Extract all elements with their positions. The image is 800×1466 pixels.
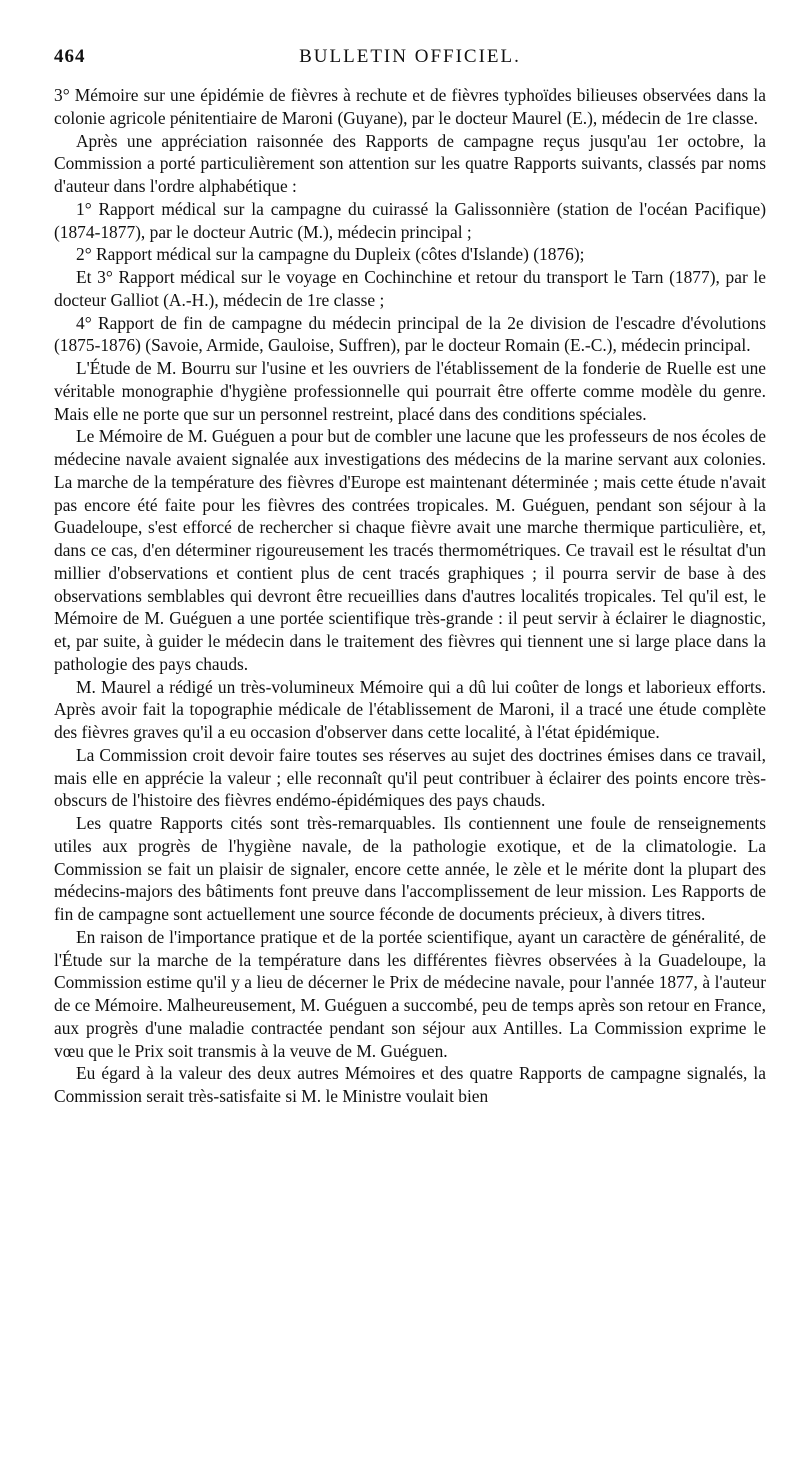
paragraph-rapport-4: 4° Rapport de fin de campagne du médecin principal de la 2e division de l'escadre d'évolutions (1875-1876) (Savoie, Armide, Gauloise, Suffren), par le docteur Romain (E.-C.), médecin principal. — [54, 312, 766, 356]
body-text — [54, 84, 766, 1108]
paragraph-eu-egard: Eu égard à la valeur des deux autres Mémoires et des quatre Rapports de campagne signalés, la Commission serait très-satisfaite si M. le Ministre voulait bien — [54, 1063, 766, 1106]
page-number: 464 — [54, 46, 86, 67]
paragraph-etude-bourru: L'Étude de M. Bourru sur l'usine et les ouvriers de l'établissement de la fonderie de Ruelle est une véritable monographie d'hygiène professionnelle qui pourrait être offerte comme modèle du genre. Mais elle ne porte que sur un personnel restreint, placé dans des conditions spéciales. — [54, 358, 766, 424]
paragraph-appreciation: Après une appréciation raisonnée des Rapports de campagne reçus jusqu'au 1er octobre, la Commission a porté particulièrement son attention sur les quatre Rapports suivants, classés par noms d'auteur dans l'ordre alphabétique : — [54, 130, 766, 196]
paragraph-rapport-2: 2° Rapport médical sur la campagne du Dupleix (côtes d'Islande) (1876); — [76, 244, 585, 265]
paragraph-rapport-1: 1° Rapport médical sur la campagne du cuirassé la Galissonnière (station de l'océan Pacifique) (1874-1877), par le docteur Autric (M.), médecin principal ; — [54, 198, 766, 242]
paragraph-item-3-memoire: 3° Mémoire sur une épidémie de fièvres à rechute et de fièvres typhoïdes bilieuses observées dans la colonie agricole pénitentiaire de Maroni (Guyane), par le docteur Maurel (E.), médecin de 1re classe. — [54, 85, 766, 128]
page-header — [54, 46, 766, 76]
paragraph-quatre-rapports: Les quatre Rapports cités sont très-remarquables. Ils contiennent une foule de renseignements utiles aux progrès de l'hygiène navale, de la pathologie exotique, et de la climatologie. La Commission se fait un plaisir de signaler, encore cette année, le zèle et le mérite dont la plupart des médecins-majors des bâtiments font preuve dans l'accomplissement de leur mission. Les Rapports de fin de campagne sont actuellement une source féconde de documents précieux, à divers titres. — [54, 813, 766, 924]
paragraph-prix: En raison de l'importance pratique et de la portée scientifique, ayant un caractère de généralité, de l'Étude sur la marche de la température dans les différentes fièvres observées à la Guadeloupe, la Commission estime qu'il y a lieu de décerner le Prix de médecine navale, pour l'année 1877, à l'auteur de ce Mémoire. Malheureusement, M. Guéguen a succombé, peu de temps après son retour en France, aux progrès d'une maladie contractée pendant son séjour aux Antilles. La Commission exprime le vœu que le Prix soit transmis à la veuve de M. Guéguen. — [54, 926, 766, 1061]
paragraph-memoire-gueguen: Le Mémoire de M. Guéguen a pour but de combler une lacune que les professeurs de nos écoles de médecine navale avaient signalée aux investigations des médecins de la marine servant aux colonies. La marche de la température des fièvres d'Europe est maintenant déterminée ; mais cette étude n'avait pas encore été faite pour les fièvres des contrées tropicales. M. Guéguen, pendant son séjour à la Guadeloupe, s'est efforcé de rechercher si chaque fièvre avait une marche thermique particulière, et, dans ce cas, d'en déterminer rigoureusement les tracés thermométriques. Ce travail est le résultat d'un millier d'observations et contient plus de cent tracés graphiques ; il pourra servir de base à des observations semblables qui devront être recueillies dans d'autres localités tropicales. Tel qu'il est, le Mémoire de M. Guéguen a une portée scientifique très-grande : il peut servir à éclairer le diagnostic, et, par suite, à guider le médecin dans le traitement des fièvres qui tiennent une si large place dans la pathologie des pays chauds. — [54, 426, 766, 674]
document-page — [54, 46, 766, 1108]
paragraph-rapport-3: Et 3° Rapport médical sur le voyage en Cochinchine et retour du transport le Tarn (1877), par le docteur Galliot (A.-H.), médecin de 1re classe ; — [54, 267, 766, 310]
paragraph-memoire-maurel: M. Maurel a rédigé un très-volumineux Mémoire qui a dû lui coûter de longs et laborieux efforts. Après avoir fait la topographie médicale de l'établissement de Maroni, il a tracé une étude complète des fièvres graves qu'il a eu occasion d'observer dans cette localité, à l'état épidémique. — [54, 676, 766, 742]
running-title: BULLETIN OFFICIEL. — [299, 46, 521, 67]
paragraph-reserves: La Commission croit devoir faire toutes ses réserves au sujet des doctrines émises dans ce travail, mais elle en apprécie la valeur ; elle reconnaît qu'il peut contribuer à éclairer des points encore très-obscurs de l'histoire des fièvres endémo-épidémiques des pays chauds. — [54, 744, 766, 811]
